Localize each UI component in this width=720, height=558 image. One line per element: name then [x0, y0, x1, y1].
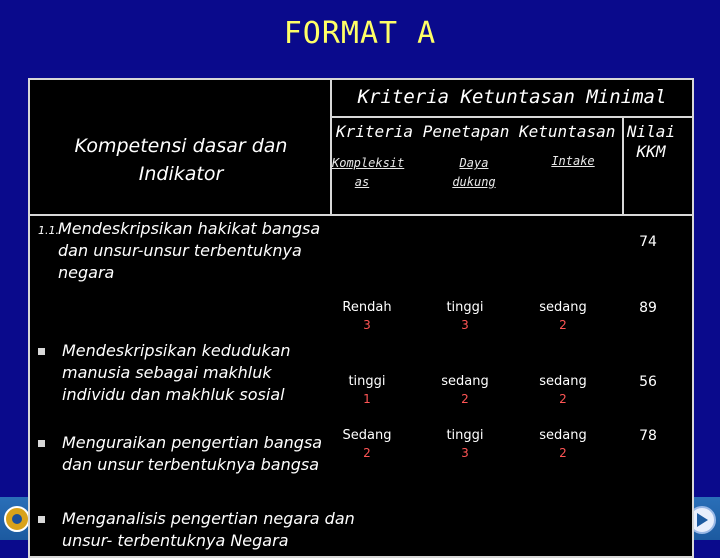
row1-daya-dukung: sedang	[441, 374, 489, 389]
bullet-icon	[38, 348, 45, 355]
bullet-icon	[38, 516, 45, 523]
row1-intake: sedang	[539, 374, 587, 389]
kd-number: 1.1.	[38, 224, 59, 237]
bullet-icon	[38, 440, 45, 447]
row1-indicator: Mendeskripsikan kedudukan manusia sebagai makhluk individu dan makhluk sosial	[62, 341, 291, 404]
kd-kkm-value: 74	[639, 234, 657, 250]
row0-daya-dukung-score: 3	[461, 318, 469, 332]
row1-daya-dukung-score: 2	[461, 392, 469, 406]
header-intake: Intake	[551, 154, 595, 168]
header-kkm: Kriteria Ketuntasan Minimal	[357, 86, 667, 108]
header-nilai-kkm: Nilai KKM	[626, 122, 676, 161]
row2-daya-dukung-score: 3	[461, 446, 469, 460]
header-kompetensi: Kompetensi dasar dan Indikator	[74, 135, 288, 185]
row0-kompleksitas: Rendah	[342, 300, 392, 315]
row1-kompleksitas-score: 1	[363, 392, 371, 406]
header-kompleksitas: Kompleksit as	[332, 156, 405, 189]
header-daya-dukung: Daya dukung	[452, 156, 496, 189]
slide-title: FORMAT A	[283, 16, 437, 51]
kkm-table	[28, 78, 694, 558]
divider-header-bottom	[30, 214, 694, 216]
row2-indicator: Menguraikan pengertian bangsa dan unsur terbentuknya bangsa	[62, 433, 323, 474]
row2-daya-dukung: tinggi	[446, 428, 484, 443]
row0-kompleksitas-score: 3	[363, 318, 371, 332]
row3-indicator: Menganalisis pengertian negara dan unsur- terbentuknya Negara	[62, 509, 355, 550]
row2-intake-score: 2	[559, 446, 567, 460]
row1-kkm: 56	[639, 374, 657, 390]
kd-text: Mendeskripsikan hakikat bangsa dan unsur-unsur terbentuknya negara	[58, 219, 321, 282]
row1-intake-score: 2	[559, 392, 567, 406]
row0-intake: sedang	[539, 300, 587, 315]
row0-kkm: 89	[639, 300, 657, 316]
divider-header-main	[330, 116, 694, 118]
row2-kompleksitas: Sedang	[342, 428, 392, 443]
emblem-logo-icon	[4, 506, 30, 532]
row2-kompleksitas-score: 2	[363, 446, 371, 460]
row0-intake-score: 2	[559, 318, 567, 332]
header-penetapan: Kriteria Penetapan Ketuntasan	[336, 122, 616, 141]
row0-daya-dukung: tinggi	[446, 300, 484, 315]
row1-kompleksitas: tinggi	[348, 374, 386, 389]
row2-intake: sedang	[539, 428, 587, 443]
row2-kkm: 78	[639, 428, 657, 444]
